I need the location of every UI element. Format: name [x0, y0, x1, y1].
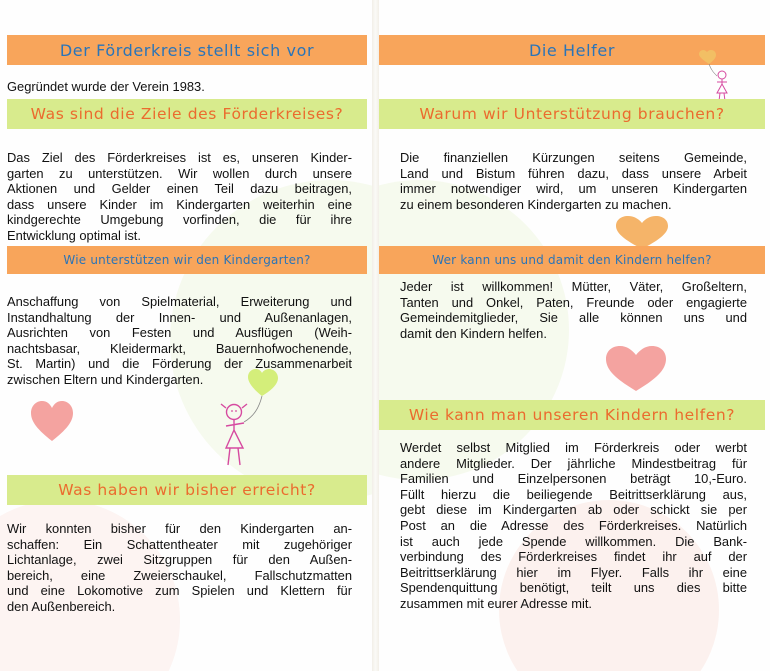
- left-header-title: Der Förderkreis stellt sich vor: [59, 40, 315, 60]
- heart-icon: [605, 346, 667, 392]
- how-line: zusammen mit eurer Adresse mit.: [400, 595, 592, 611]
- who-line: Gemeindemitglieder, Sie alle können uns und: [400, 310, 747, 326]
- goals-line: Entwicklung optimal ist.: [7, 227, 141, 243]
- support-line: nachtsbasar, Kleidermarkt, Bauernhofwochenende,: [7, 340, 352, 356]
- how-line: Spendenquittung benötigt, teilt uns dies bitte: [400, 580, 747, 596]
- how-heading-bar: [379, 400, 765, 430]
- who-line: damit den Kindern helfen.: [400, 325, 547, 341]
- goals-line: kindgerechte Umgebung vorfinden, die für ihre: [7, 212, 352, 228]
- achieved-line: Lichtanlage, zwei Sitzgruppen für den Außen-: [7, 552, 352, 568]
- support-line: Anschaffung von Spielmaterial, Erweiterung und: [7, 294, 352, 309]
- why-paragraph: [400, 150, 747, 212]
- how-line: Werdet selbst Mitglied im Förderkreis oder werbt: [400, 440, 747, 455]
- who-line: Jeder ist willkommen! Mütter, Väter, Großeltern,: [400, 279, 747, 294]
- who-heading: Wer kann uns und damit den Kindern helfen?: [432, 253, 712, 267]
- girl-with-balloon-icon: [212, 368, 282, 473]
- support-paragraph: [7, 294, 352, 388]
- achieved-line: schaffen: Ein Schattentheater mit zugehöriger: [7, 536, 352, 552]
- why-line: Land und Bistum führen dazu, dass unsere Arbeit: [400, 165, 747, 181]
- support-line: zwischen Eltern und Kindergarten.: [7, 371, 204, 387]
- page-fold: [372, 0, 379, 671]
- how-line: verbindung des Förderkreises findet ihr auf der: [400, 549, 747, 565]
- goals-heading: Was sind die Ziele des Förderkreises?: [30, 105, 344, 123]
- girl-with-balloon-icon: [697, 50, 737, 102]
- left-header-bar: [7, 35, 367, 65]
- how-line: Beitrittserklärung hier im Flyer. Falls ihr eine: [400, 564, 747, 580]
- goals-line: dass unsere Kinder im Kindergarten weiterhin eine: [7, 196, 352, 212]
- achieved-line: bereich, eine Zweierschaukel, Fallschutzmatten: [7, 567, 352, 583]
- achieved-paragraph: [7, 521, 352, 615]
- support-line: St. Martin) und die Förderung der Zusammenarbeit: [7, 356, 352, 372]
- how-line: Post an die Adresse des Förderkreises. Natürlich: [400, 517, 747, 533]
- why-line: zu einem besonderen Kindergarten zu machen.: [400, 196, 672, 212]
- achieved-heading-bar: [7, 475, 367, 505]
- how-line: andere Mitglieder. Der jährliche Mindestbeitrag für: [400, 455, 747, 471]
- why-line: Die finanziellen Kürzungen seitens Gemeinde,: [400, 150, 747, 165]
- who-line: Tanten und Onkel, Paten, Freunde oder engagierte: [400, 294, 747, 310]
- support-heading-bar: [7, 246, 367, 274]
- why-heading: Warum wir Unterstützung brauchen?: [419, 105, 725, 123]
- support-line: Instandhaltung der Innen- und Außenanlagen,: [7, 309, 352, 325]
- heart-icon: [30, 400, 74, 444]
- support-heading: Wie unterstützen wir den Kindergarten?: [63, 253, 311, 267]
- goals-line: garten zu unterstützen. Wir wollen durch unsere: [7, 165, 352, 181]
- goals-line: Aktionen und Gelder einen Teil dazu beitragen,: [7, 181, 352, 197]
- goals-paragraph: [7, 150, 352, 244]
- support-line: Ausrichten von Festen und Ausflügen (Weih-: [7, 325, 352, 341]
- achieved-line: Wir konnten bisher für den Kindergarten an-: [7, 521, 352, 536]
- who-heading-bar: [379, 246, 765, 274]
- why-heading-bar: [379, 99, 765, 129]
- how-line: Füllt hierzu die beiliegende Beitrittserklärung aus,: [400, 486, 747, 502]
- how-line: Familien und Einzelpersonen beträgt 10,-Euro.: [400, 471, 747, 487]
- who-paragraph: [400, 279, 747, 341]
- how-line: ist auch jede Spende willkommen. Die Bank-: [400, 533, 747, 549]
- left-page: [0, 0, 372, 671]
- how-paragraph: [400, 440, 747, 612]
- goals-heading-bar: [7, 99, 367, 129]
- right-page: [379, 0, 770, 671]
- why-line: immer notwendiger wird, um unseren Kindergarten: [400, 181, 747, 197]
- achieved-line: den Außenbereich.: [7, 598, 116, 614]
- goals-line: Das Ziel des Förderkreises ist es, unseren Kinder-: [7, 150, 352, 165]
- how-heading: Wie kann man unseren Kindern helfen?: [408, 406, 736, 424]
- heart-icon: [615, 216, 669, 250]
- achieved-heading: Was haben wir bisher erreicht?: [58, 481, 316, 499]
- achieved-line: und eine Lokomotive zum Spielen und Klettern für: [7, 583, 352, 599]
- right-header-title: Die Helfer: [528, 40, 616, 60]
- founded-text: Gegründet wurde der Verein 1983.: [7, 79, 205, 94]
- how-line: gebt diese im Kindergarten ab oder schickt sie per: [400, 502, 747, 518]
